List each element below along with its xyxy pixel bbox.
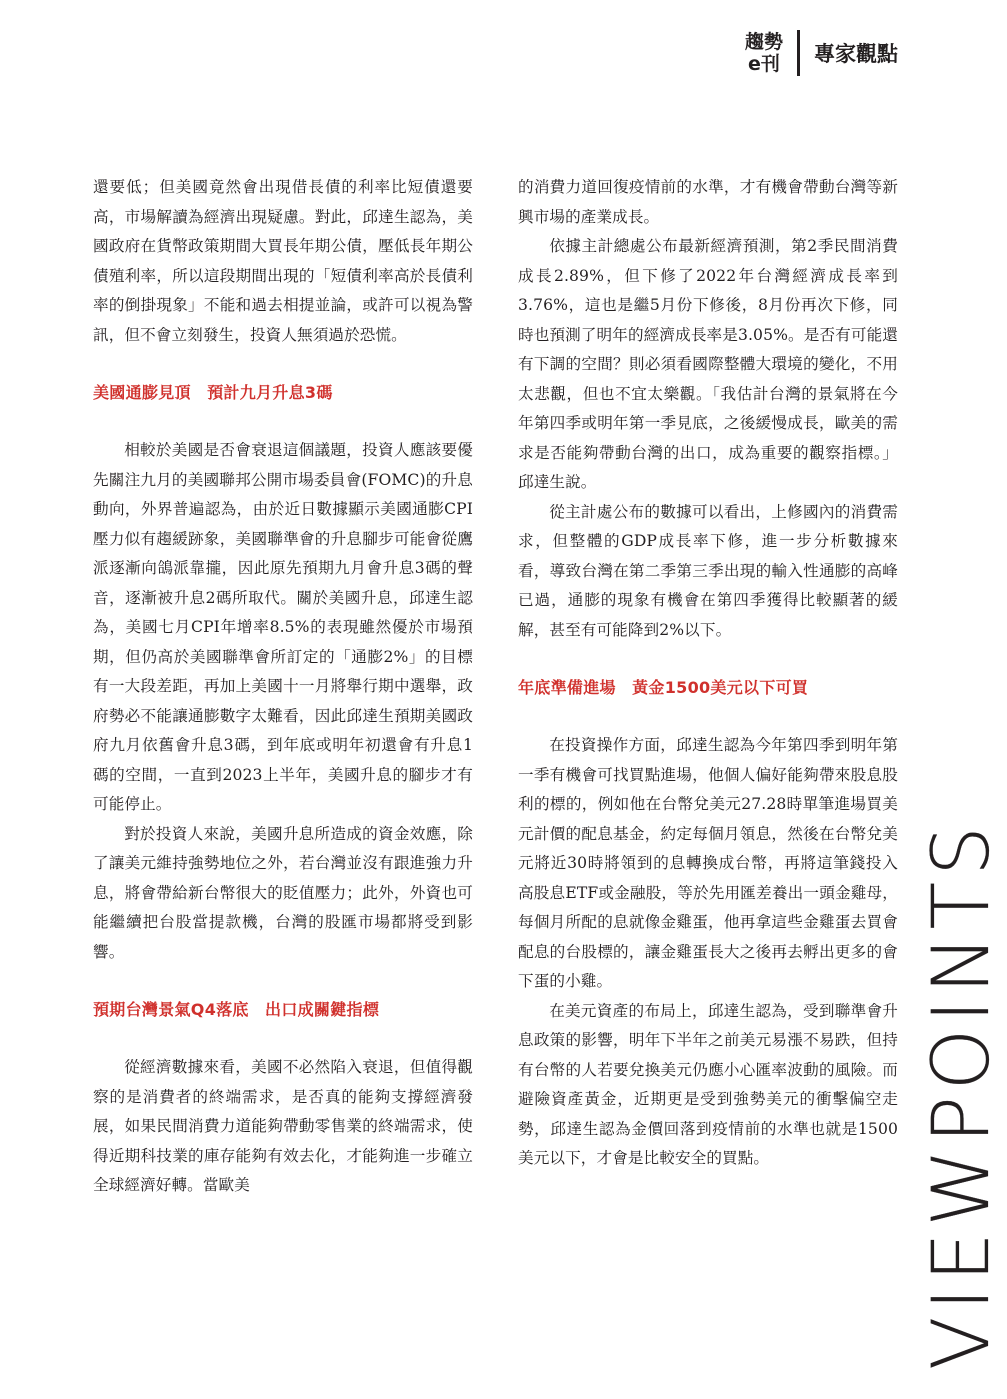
right-paragraph-3: 從主計處公布的數據可以看出，上修國內的消費需求，但整體的GDP成長率下修，進一步分析數據來看，導致台灣在第二季第三季出現的輸入性通膨的高峰已過，通膨的現象有機會在第四季獲得比較顯著的緩解，甚至有可能降到2%以下。	[518, 502, 898, 639]
left-paragraph-2: 相較於美國是否會衰退這個議題，投資人應該要優先關注九月的美國聯邦公開市場委員會(FOMC)的升息動向，外界普遍認為，由於近日數據顯示美國通膨CPI壓力似有趨緩跡象，美國聯準會的升息腳步可能會從鷹派逐漸向鴿派靠攏，因此原先預期九月會升息3碼的聲音，逐漸被升息2碼所取代。關於美國升息，邱達生認為，美國七月CPI年增率8.5%的表現雖然優於市場預期，但仍高於美國聯準會所訂定的「通膨2%」的目標有一大段差距，再加上美國十一月將舉行期中選舉，政府勢必不能讓通膨數字太難看，因此邱達生預期美國政府九月依舊會升息3碼，到年底或明年初還會有升息1碼的空間，一直到2023上半年，美國升息的腳步才有可能停止。	[93, 441, 473, 813]
left-heading-2: 預期台灣景氣Q4落底 出口成關鍵指標	[93, 1000, 380, 1019]
brand-line-1: 趨勢	[744, 31, 783, 53]
section-title: 專家觀點	[814, 42, 898, 66]
right-column	[518, 173, 898, 1174]
right-paragraph-1: 的消費力道回復疫情前的水準，才有機會帶動台灣等新興市場的產業成長。	[518, 178, 898, 226]
left-paragraph-4: 從經濟數據來看，美國不必然陷入衰退，但值得觀察的是消費者的終端需求，是否真的能夠支撐經濟發展，如果民間消費力道能夠帶動零售業的終端需求，使得近期科技業的庫存能夠有效去化，才能夠進一步確立全球經濟好轉。當歐美	[93, 1058, 473, 1194]
page-header	[745, 30, 898, 76]
right-heading-1: 年底準備進場 黃金1500美元以下可買	[518, 678, 809, 697]
right-paragraph-4: 在投資操作方面，邱達生認為今年第四季到明年第一季有機會可找買點進場，他個人偏好能夠帶來股息股利的標的，例如他在台幣兌美元27.28時單筆進場買美元計價的配息基金，約定每個月領息，然後在台幣兌美元將近30時將領到的息轉換成台幣，再將這筆錢投入高股息ETF或金融股，等於先用匯差養出一頭金雞母，每個月所配的息就像金雞蛋，他再拿這些金雞蛋去買會配息的台股標的，讓金雞蛋長大之後再去孵出更多的會下蛋的小雞。	[518, 736, 898, 990]
brand-line-2: e刊	[748, 53, 780, 75]
left-paragraph-3: 對於投資人來說，美國升息所造成的資金效應，除了讓美元維持強勢地位之外，若台灣並沒有跟進強力升息，將會帶給新台幣很大的貶值壓力；此外，外資也可能繼續把台股當提款機，台灣的股匯市場都將受到影響。	[93, 824, 473, 961]
left-paragraph-1: 還要低；但美國竟然會出現借長債的利率比短債還要高，市場解讀為經濟出現疑慮。對此，邱達生認為，美國政府在貨幣政策期間大買長年期公債，壓低長年期公債殖利率，所以這段期間出現的「短債利率高於長債利率的倒掛現象」不能和過去相提並論，或許可以視為警訊，但不會立刻發生，投資人無須過於恐慌。	[93, 178, 473, 344]
left-heading-1: 美國通膨見頂 預計九月升息3碼	[93, 383, 333, 402]
header-divider	[797, 30, 800, 76]
right-paragraph-5: 在美元資產的布局上，邱達生認為，受到聯準會升息政策的影響，明年下半年之前美元易漲不易跌，但持有台幣的人若要兌換美元仍應小心匯率波動的風險。而避險資產黃金，近期更是受到強勢美元的衝擊偏空走勢，邱達生認為金價回落到疫情前的水準也就是1500美元以下，才會是比較安全的買點。	[518, 1001, 898, 1167]
right-paragraph-2: 依據主計總處公布最新經濟預測，第2季民間消費成長2.89%，但下修了2022年台灣經濟成長率到3.76%，這也是繼5月份下修後，8月份再次下修，同時也預測了明年的經濟成長率是3.05%。是否有可能還有下調的空間？則必須看國際整體大環境的變化，不用太悲觀，但也不宜太樂觀。「我估計台灣的景氣將在今年第四季或明年第一季見底，之後緩慢成長，歐美的需求是否能夠帶動台灣的出口，成為重要的觀察指標。」邱達生說。	[518, 237, 898, 491]
left-column	[93, 173, 473, 1201]
side-title-viewpoints: VIEWPOINTS	[917, 820, 1007, 1370]
brand-logo	[745, 31, 783, 75]
